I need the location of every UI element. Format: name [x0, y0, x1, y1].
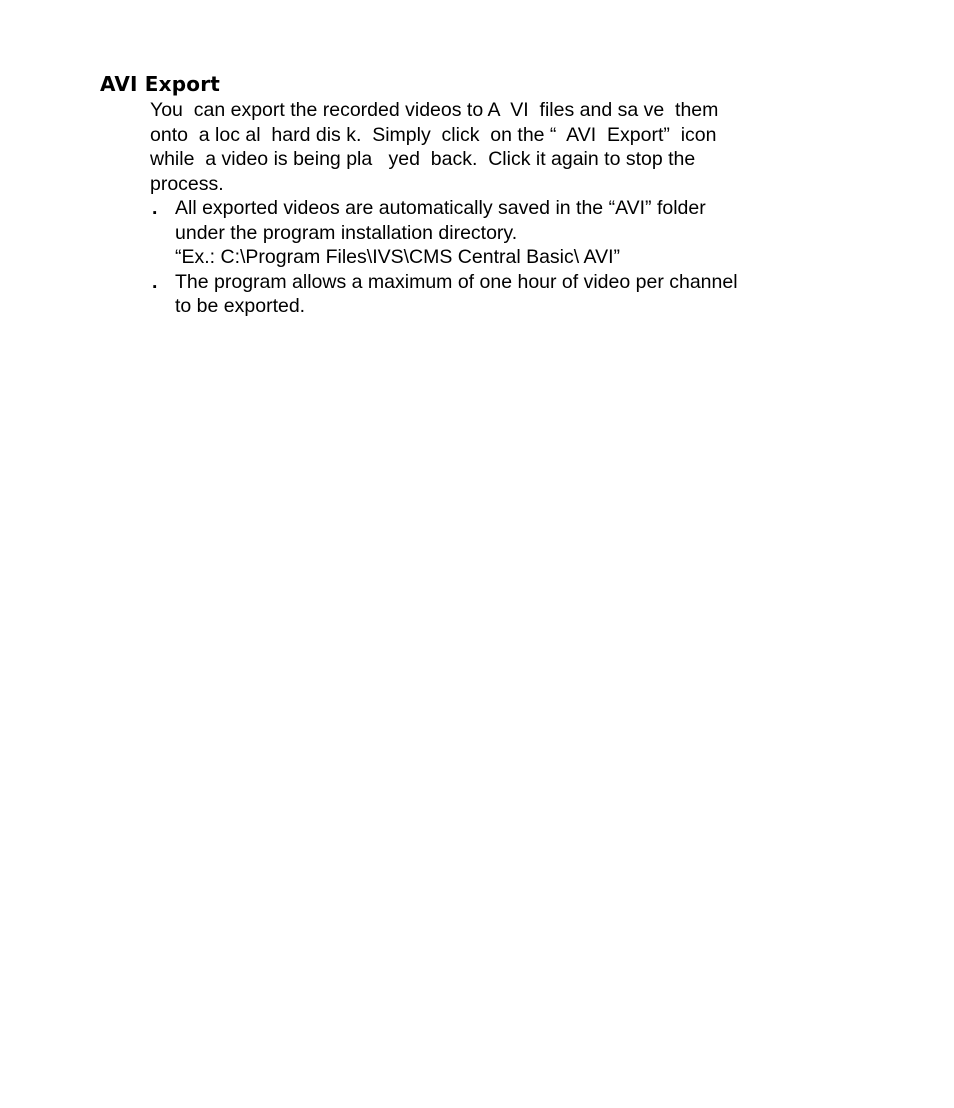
intro-line: You can export the recorded videos to A VI files and sa ve them: [150, 99, 719, 121]
section-heading: AVI Export: [100, 72, 221, 96]
bullet-marker: .: [152, 197, 158, 219]
bullet-line: to be exported.: [175, 295, 306, 317]
list-item: [150, 270, 820, 319]
example-path: “Ex.: C:\Program Files\IVS\CMS Central Basic\ AVI”: [175, 246, 620, 268]
intro-line: onto a loc al hard dis k. Simply click on the “ AVI Export” icon: [150, 123, 717, 146]
intro-line: while a video is being pla yed back. Click it again to stop the: [150, 148, 696, 170]
list-item: [150, 196, 820, 270]
intro-line: process.: [150, 172, 224, 195]
intro-paragraph: [150, 98, 820, 196]
avi-export-section: [100, 70, 820, 319]
bullet-marker: .: [152, 270, 158, 293]
notes-list: [150, 196, 820, 319]
bullet-line: under the program installation directory.: [175, 221, 518, 244]
bullet-line: All exported videos are automatically saved in the “AVI” folder: [175, 197, 706, 219]
bullet-line: The program allows a maximum of one hour of video per channel: [175, 270, 738, 293]
